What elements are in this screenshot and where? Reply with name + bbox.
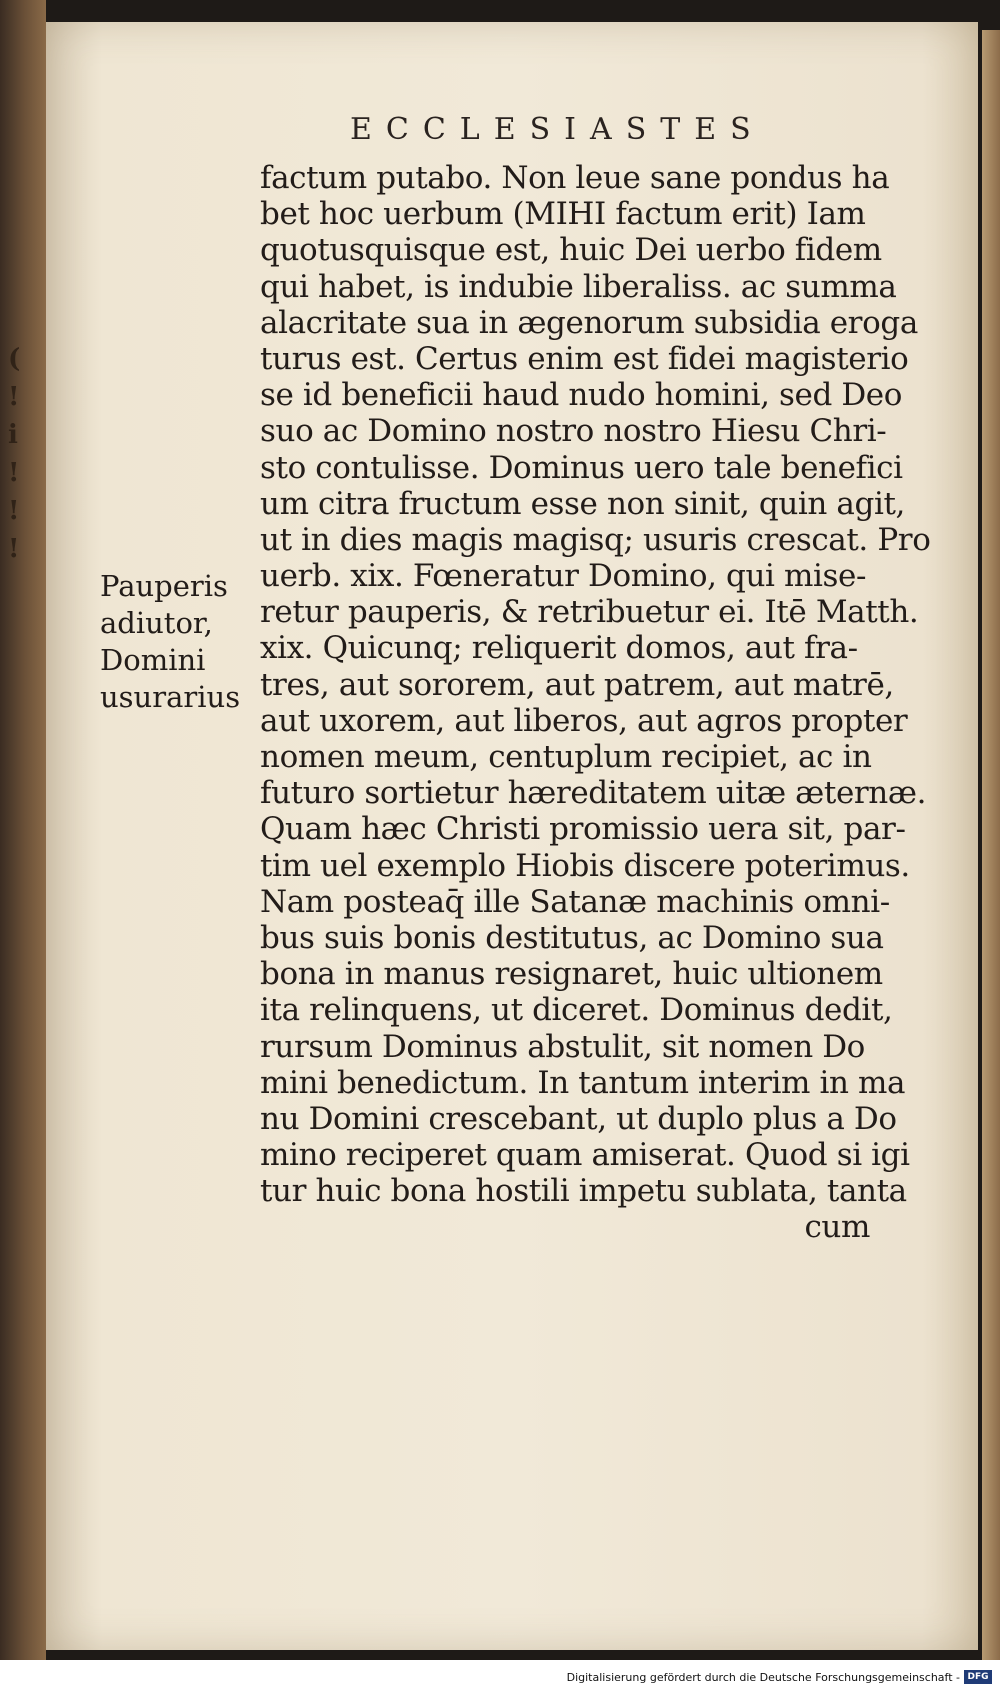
- text-line: futuro sortietur hæreditatem uitæ æternæ.: [260, 775, 927, 812]
- text-line: tres, aut sororem, aut patrem, aut matrē,: [260, 666, 894, 703]
- text-line: qui habet, is indubie liberaliss. ac summa: [260, 268, 897, 305]
- text-line: um citra fructum esse non sinit, quin agit,: [260, 485, 905, 522]
- funding-credit: Digitalisierung gefördert durch die Deutsche Forschungsgemeinschaft -: [566, 1671, 960, 1684]
- catchword: cum: [804, 1209, 870, 1246]
- facing-mark: !: [8, 496, 20, 526]
- facing-mark: (: [8, 344, 21, 374]
- text-line: ita relinquens, ut diceret. Dominus dedit,: [260, 992, 893, 1029]
- text-line: mino reciperet quam amiserat. Quod si igi: [260, 1137, 910, 1174]
- running-head: ECCLESIASTES: [350, 112, 765, 147]
- text-line: bet hoc uerbum (MIHI factum erit) Iam: [260, 196, 866, 233]
- text-line: nu Domini crescebant, ut duplo plus a Do: [260, 1100, 897, 1137]
- text-line: sto contulisse. Dominus uero tale benefici: [260, 449, 903, 486]
- text-line: alacritate sua in ægenorum subsidia eroga: [260, 304, 918, 341]
- facing-mark: !: [8, 534, 20, 564]
- text-line: turus est. Certus enim est fidei magisterio: [260, 340, 909, 377]
- facing-mark: !: [8, 458, 20, 488]
- text-line: tur huic bona hostili impetu sublata, tanta: [260, 1173, 907, 1210]
- text-line: rursum Dominus abstulit, sit nomen Do: [260, 1028, 865, 1065]
- text-line: tim uel exemplo Hiobis discere poterimus.: [260, 847, 910, 884]
- text-line: bus suis bonis destitutus, ac Domino sua: [260, 919, 884, 956]
- text-line: bona in manus resignaret, huic ultionem: [260, 956, 883, 993]
- text-line: nomen meum, centuplum recipiet, ac in: [260, 739, 872, 775]
- facing-page-marks: [8, 340, 38, 580]
- text-line: mini benedictum. In tantum interim in ma: [260, 1064, 906, 1101]
- dfg-logo: DFG: [964, 1670, 992, 1684]
- text-line: se id beneficii haud nudo homini, sed Deo: [260, 377, 903, 414]
- marginal-note-line: usurarius: [100, 680, 241, 714]
- text-line: suo ac Domino nostro nostro Hiesu Chri-: [260, 413, 887, 450]
- marginal-note-line: adiutor,: [100, 606, 213, 640]
- facing-mark: !: [8, 382, 20, 412]
- text-line: aut uxorem, aut liberos, aut agros propter: [260, 702, 908, 739]
- marginal-note: [100, 568, 250, 716]
- marginal-note-line: Pauperis: [100, 569, 228, 603]
- facing-page-edge: [0, 0, 46, 1660]
- text-line: xix. Quicunq; reliquerit domos, aut fra-: [260, 630, 858, 667]
- text-line: retur pauperis, & retribuetur ei. Itē Matth.: [260, 594, 919, 631]
- text-line: uerb. xix. Fœneratur Domino, qui mise-: [260, 558, 867, 595]
- text-line: quotusquisque est, huic Dei uerbo fidem: [260, 232, 882, 269]
- text-line: ut in dies magis magisq; usuris crescat. Pro: [260, 521, 931, 558]
- text-line: factum putabo. Non leue sane pondus ha: [260, 160, 890, 196]
- marginal-note-line: Domini: [100, 643, 206, 677]
- page-fore-edge: [982, 30, 1000, 1660]
- text-line: Nam posteaq̄ ille Satanæ machinis omni-: [260, 883, 890, 920]
- body-text: [260, 160, 930, 1246]
- facing-mark: i: [8, 420, 18, 450]
- text-line: Quam hæc Christi promissio uera sit, par-: [260, 811, 906, 848]
